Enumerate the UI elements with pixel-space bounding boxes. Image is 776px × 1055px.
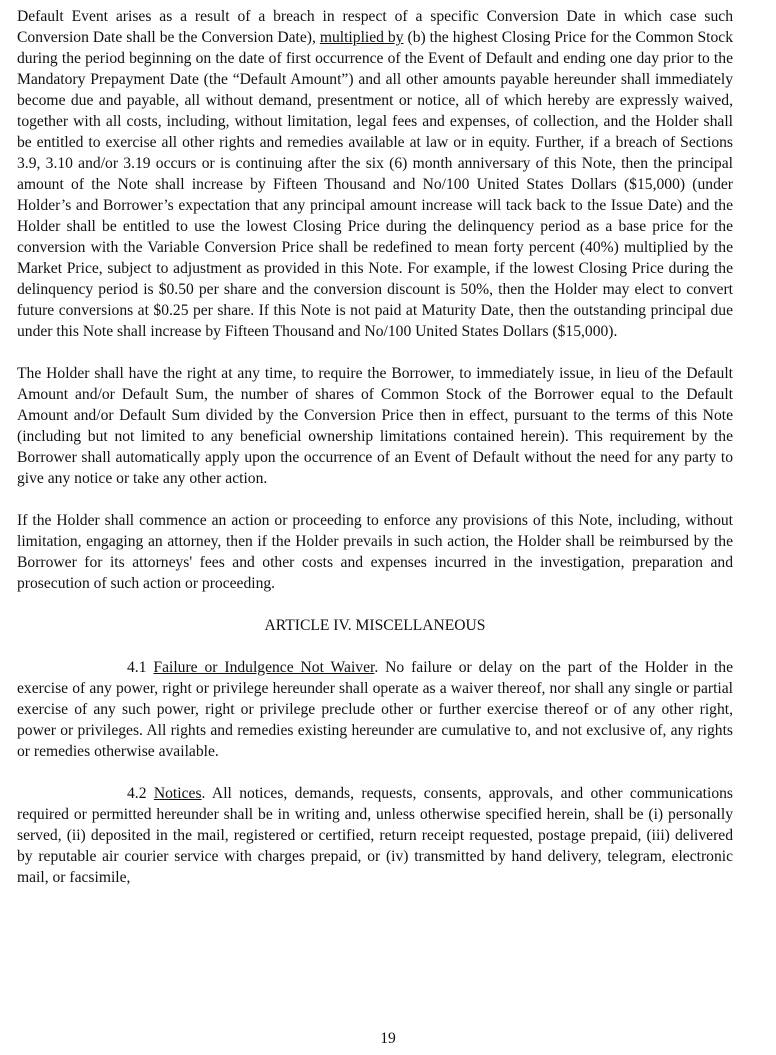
section-title: Notices [153, 785, 202, 802]
paragraph-holder-right: The Holder shall have the right at any time, to require the Borrower, to immediately issue, in lieu of the Default Amount and/or Default Sum, the number of shares of Common Stock of the Borrower equal to the Default Amount and/or Default Sum divided by the Conversion Price then in effect, pursuant to the terms of this Note (including but not limited to any beneficial ownership limitations contained herein). This requirement by the Borrower shall automatically apply upon the occurrence of an Event of Default without the need for any party to give any notice or take any other action. [17, 365, 733, 487]
document-page [17, 6, 733, 888]
underlined-term: multiplied by [319, 29, 404, 46]
paragraph-text: Default Event arises as a result of a breach in respect of a specific Conversion Date in which case such Conversion Date shall be the Conversion Date), [17, 8, 733, 46]
paragraph-enforcement: If the Holder shall commence an action or proceeding to enforce any provisions of this Note, including, without limitation, engaging an attorney, then if the Holder prevails in such action, the Holder shall be reimbursed by the Borrower for its attorneys' fees and other costs and expenses incurred in the investigation, preparation and prosecution of such action or proceeding. [17, 512, 733, 592]
section-4-1 [17, 657, 733, 762]
section-title: Failure or Indulgence Not Waiver [153, 659, 375, 676]
article-heading: ARTICLE IV. MISCELLANEOUS [264, 617, 486, 634]
section-number: 4.1 [127, 659, 154, 676]
section-body: . All notices, demands, requests, consents, approvals, and other communications required or permitted hereunder shall be in writing and, unless otherwise specified herein, shall be (i) personally served, (ii) deposited in the mail, registered or certified, return receipt requested, postage prepaid, (iii) delivered by reputable air courier service with charges prepaid, or (iv) transmitted by hand delivery, telegram, electronic mail, or facsimile, [17, 785, 733, 886]
section-4-2 [17, 783, 733, 888]
section-body: . No failure or delay on the part of the Holder in the exercise of any power, right or privilege hereunder shall operate as a waiver thereof, nor shall any single or partial exercise of any such power, right or privilege preclude other or further exercise thereof or of any other right, power or privileges. All rights and remedies existing hereunder are cumulative to, and not exclusive of, any rights or remedies otherwise available. [17, 659, 733, 760]
paragraph-text: (b) the highest Closing Price for the Common Stock during the period beginning on the date of first occurrence of the Event of Default and ending one day prior to the Mandatory Prepayment Date (the “Default Amount”) and all other amounts payable hereunder shall immediately become due and payable, all without demand, presentment or notice, all of which hereby are expressly waived, together with all costs, including, without limitation, legal fees and expenses, of collection, and the Holder shall be entitled to exercise all other rights and remedies available at law or in equity. Further, if a breach of Sections 3.9, 3.10 and/or 3.19 occurs or is continuing after the six (6) month anniversary of this Note, then the principal amount of the Note shall increase by Fifteen Thousand and No/100 United States Dollars ($15,000) (under Holder’s and Borrower’s expectation that any principal amount increase will tack back to the Issue Date) and the Holder shall be entitled to use the lowest Closing Price during the delinquency period as a base price for the conversion with the Variable Conversion Price shall be redefined to mean forty percent (40%) multiplied by the Market Price, subject to adjustment as provided in this Note. For example, if the lowest Closing Price during the delinquency period is $0.50 per share and the conversion discount is 50%, then the Holder may elect to convert future conversions at $0.25 per share. If this Note is not paid at Maturity Date, then the outstanding principal due under this Note shall increase by Fifteen Thousand and No/100 United States Dollars ($15,000). [17, 29, 733, 340]
paragraph-default-amount [17, 6, 733, 342]
section-number: 4.2 [127, 785, 154, 802]
page-number: 19 [380, 1030, 396, 1047]
